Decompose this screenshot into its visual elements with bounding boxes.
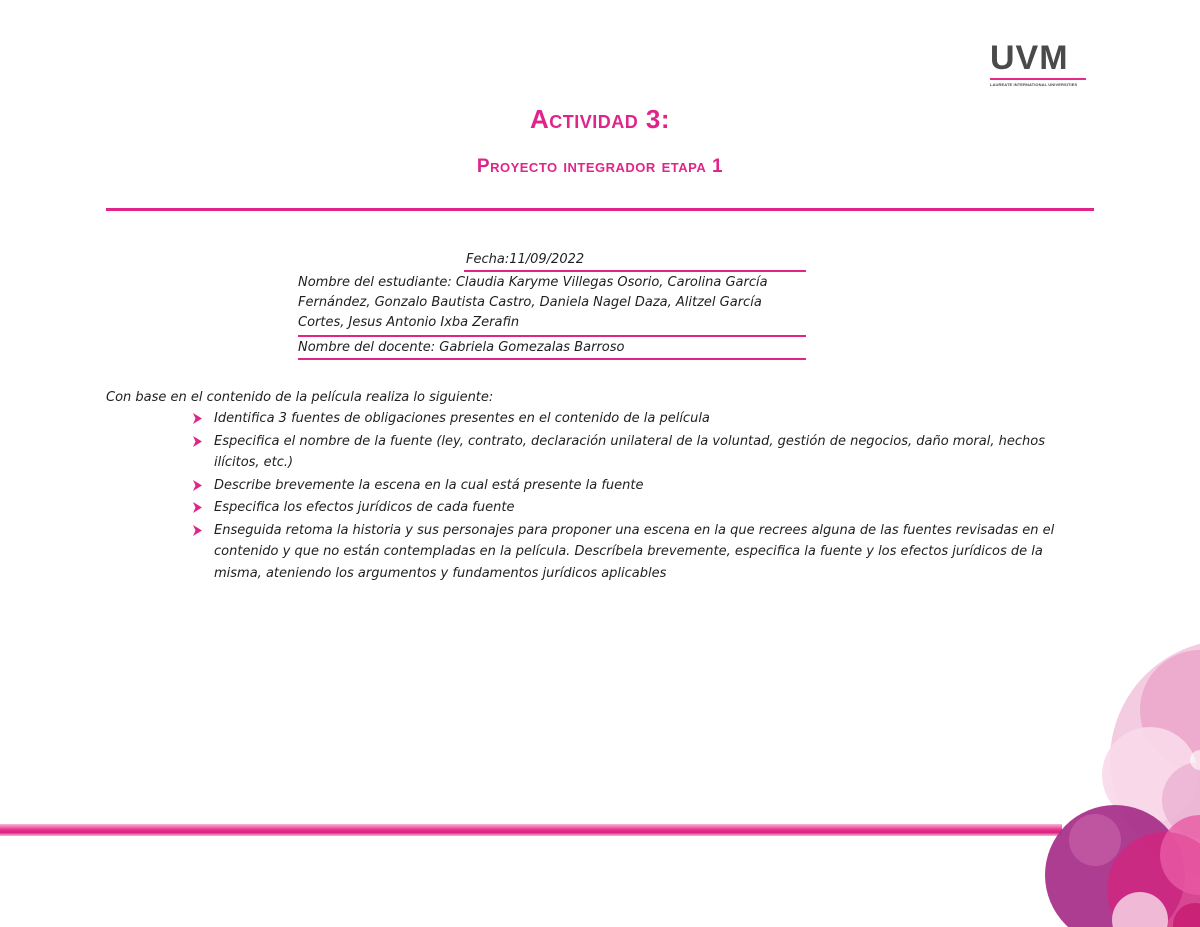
teacher-name-field: Nombre del docente: Gabriela Gomezalas Barroso [298, 337, 806, 360]
list-item [192, 497, 1082, 519]
logo-tagline: LAUREATE INTERNATIONAL UNIVERSITIES [990, 82, 1078, 87]
list-item [192, 431, 1082, 474]
logo-rule [990, 78, 1086, 80]
list-item-text: Identifica 3 fuentes de obligaciones presentes en el contenido de la película [214, 411, 710, 426]
date-field: Fecha:11/09/2022 [464, 250, 806, 272]
list-item-text: Especifica los efectos jurídicos de cada fuente [214, 500, 515, 515]
arrowhead-bullet-icon [192, 436, 203, 447]
list-item [192, 408, 1082, 430]
date-row [464, 250, 806, 272]
decorative-bubbles [1000, 640, 1200, 927]
page-title: Actividad 3: [529, 104, 671, 134]
info-block [298, 250, 806, 360]
list-item-text: Enseguida retoma la historia y sus personajes para proponer una escena en la que recrees alguna de las fuentes revisadas en el contenido y que no están contempladas en la película. Descríbela brevemente, especifica la fuente y los efectos jurídicos de la misma, ateniendo los argumentos y fundamentos jurídicos aplicables [214, 522, 1055, 581]
instructions-intro: Con base en el contenido de la película realiza lo siguiente: [106, 390, 494, 405]
arrowhead-bullet-icon [192, 480, 203, 491]
page-subtitle: Proyecto integrador etapa 1 [476, 156, 724, 177]
arrowhead-bullet-icon [192, 413, 203, 424]
list-item [192, 475, 1082, 497]
arrowhead-bullet-icon [192, 502, 203, 513]
list-item-text: Especifica el nombre de la fuente (ley, contrato, declaración unilateral de la voluntad, gestión de negocios, daño moral, hechos ilícitos, etc.) [214, 433, 1045, 470]
arrowhead-bullet-icon [192, 525, 203, 536]
uvm-logo [990, 40, 1090, 90]
title-divider [106, 208, 1094, 211]
list-item [192, 520, 1082, 585]
logo-wordmark: UVM [990, 39, 1069, 77]
footer-bar [0, 824, 1062, 836]
task-list [192, 408, 1082, 585]
student-name-field: Nombre del estudiante: Claudia Karyme Villegas Osorio, Carolina García Fernández, Gonzalo Bautista Castro, Daniela Nagel Daza, Alitzel García Cortes, Jesus Antonio Ixba Zerafin [298, 272, 806, 337]
list-item-text: Describe brevemente la escena en la cual está presente la fuente [214, 477, 644, 493]
